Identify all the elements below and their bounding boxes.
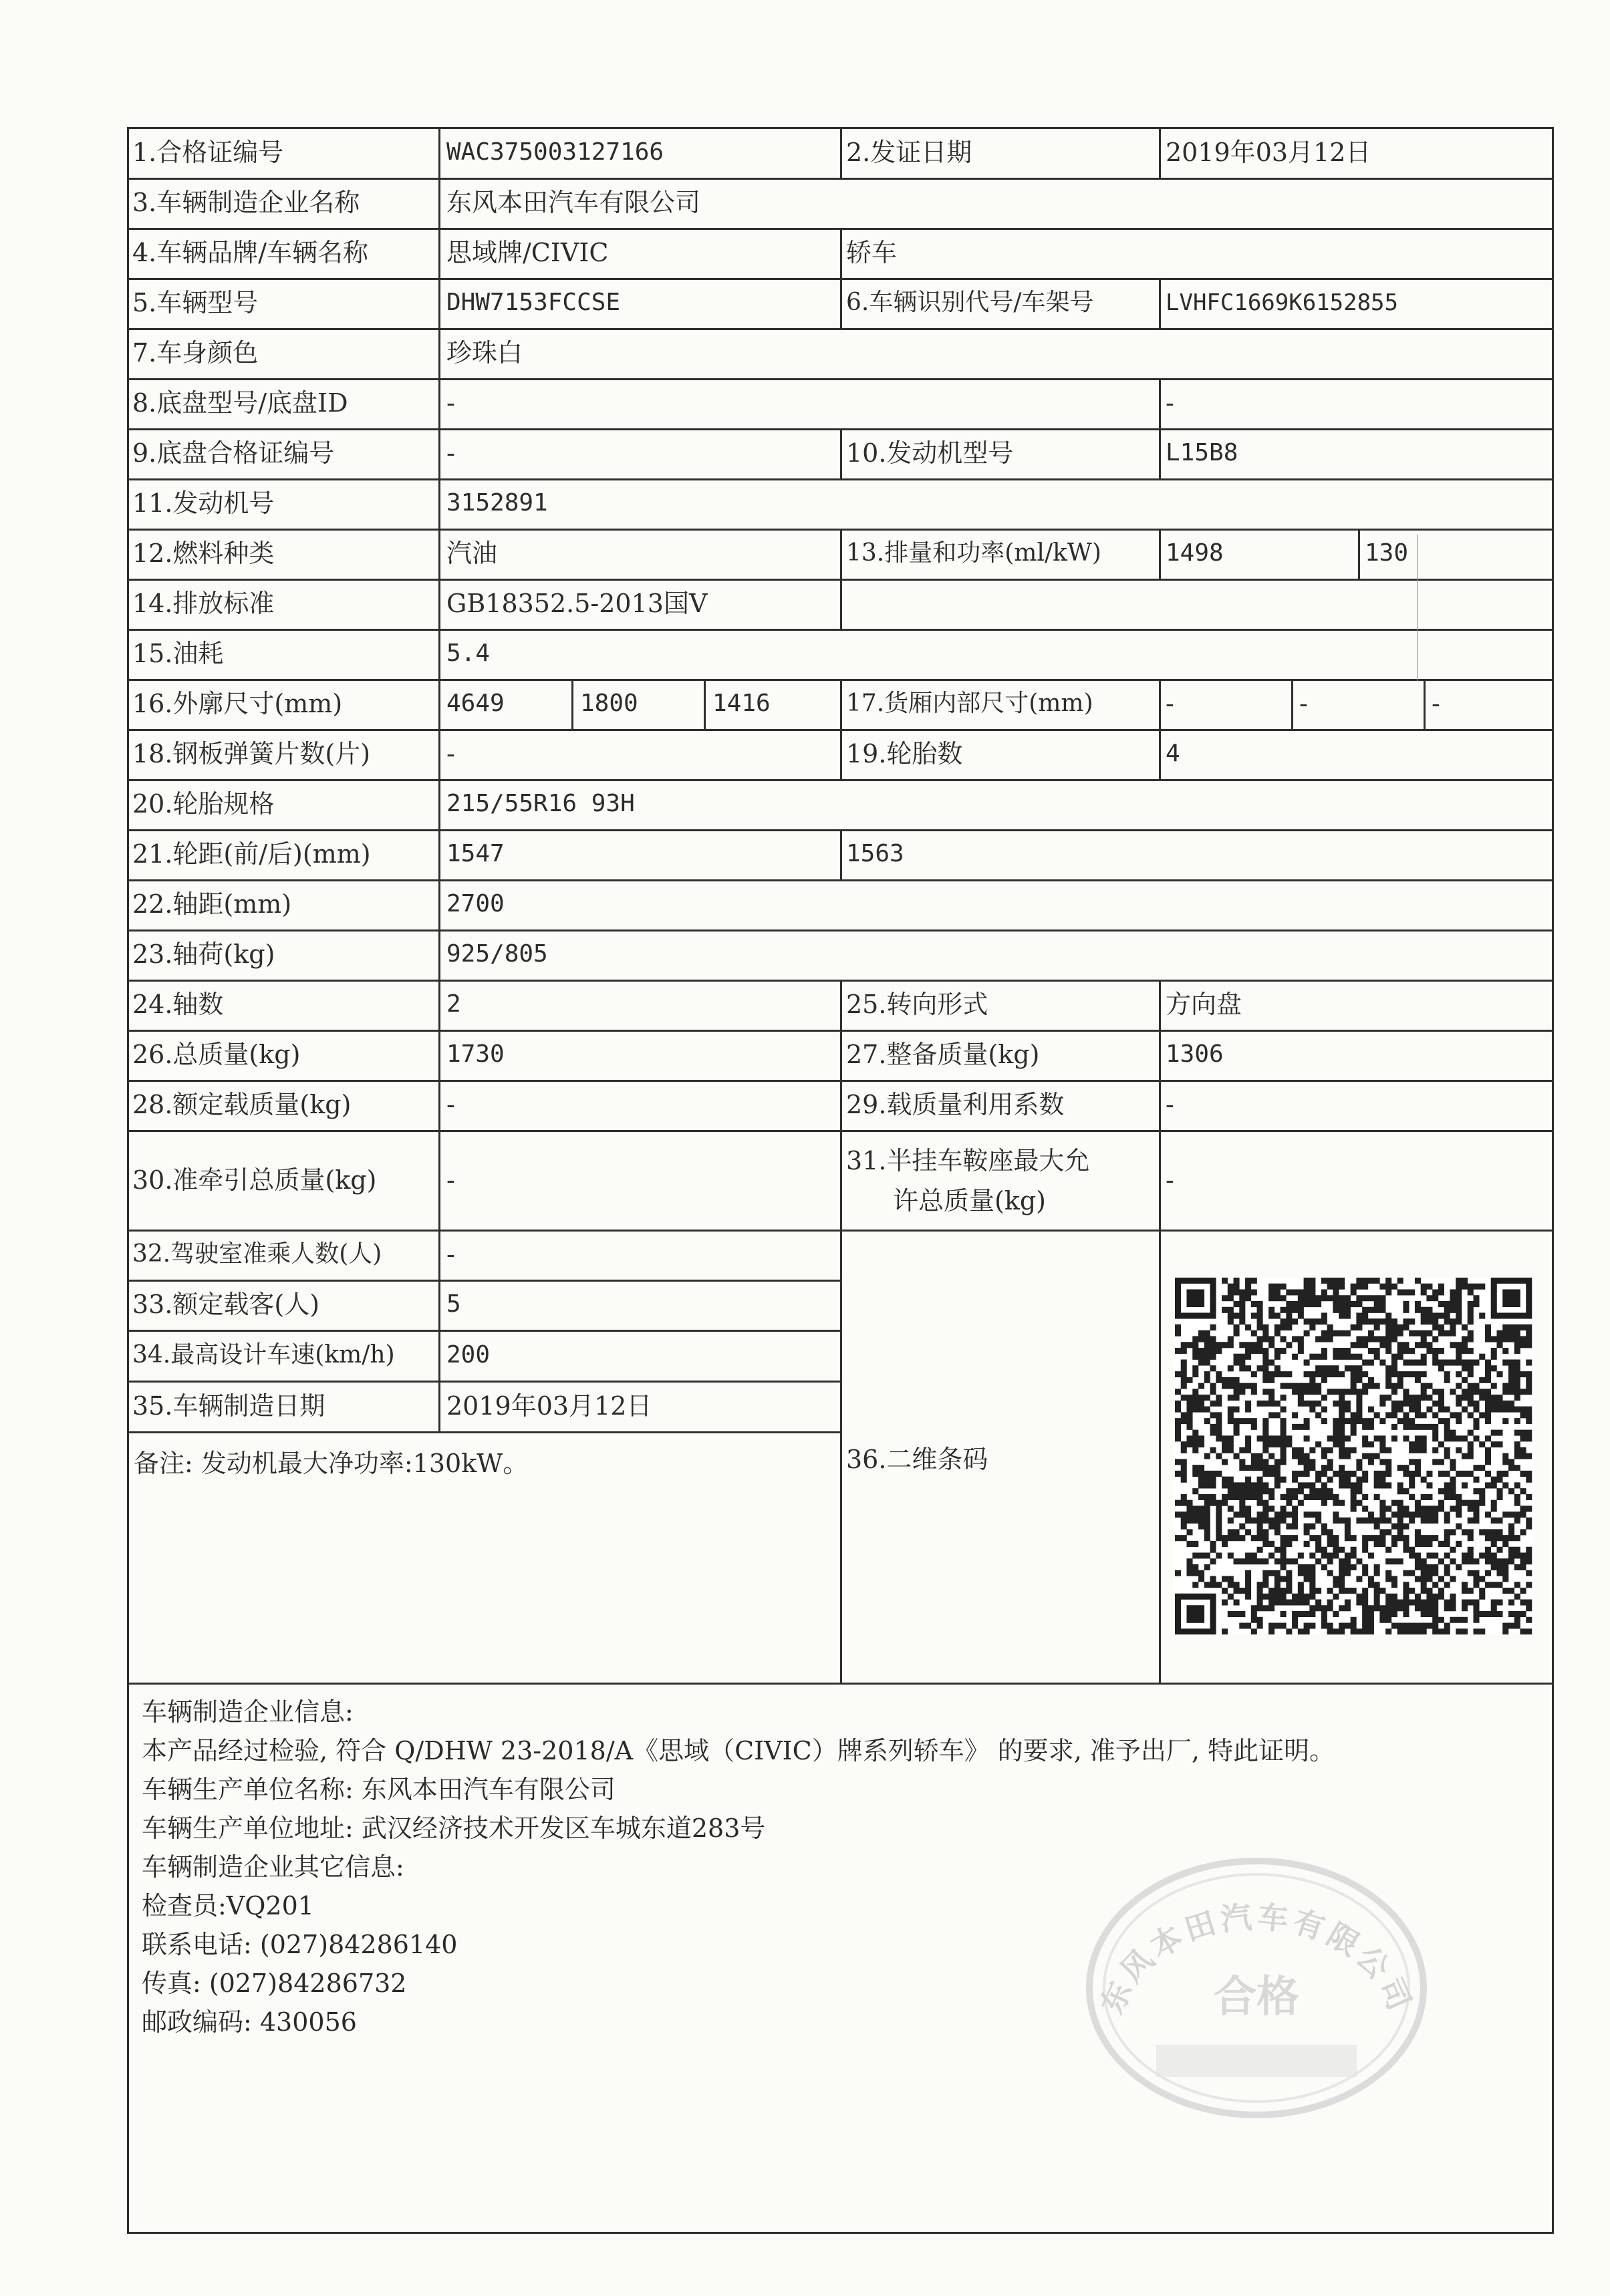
info-phone: 联系电话: (027)84286140 bbox=[142, 1930, 458, 1959]
value-engine-no: 3152891 bbox=[446, 489, 548, 517]
value-fuel-type: 汽油 bbox=[446, 539, 498, 568]
value-vehicle-category: 轿车 bbox=[846, 238, 898, 267]
svg-text:东风本田汽车有限公司: 东风本田汽车有限公司 bbox=[1093, 1898, 1420, 2019]
label-qr-code: 36.二维条码 bbox=[846, 1445, 988, 1474]
value-cargo-length: - bbox=[1166, 689, 1174, 718]
label-track: 21.轮距(前/后)(mm) bbox=[132, 839, 371, 869]
value-tire-spec: 215/55R16 93H bbox=[446, 790, 635, 817]
label-issue-date: 2.发证日期 bbox=[846, 138, 972, 167]
value-track-rear: 1563 bbox=[846, 840, 904, 867]
label-manufacture-date: 35.车辆制造日期 bbox=[132, 1391, 325, 1421]
value-height: 1416 bbox=[712, 690, 771, 717]
company-stamp bbox=[1069, 1844, 1444, 2132]
value-power: 130 bbox=[1365, 539, 1409, 567]
value-steering: 方向盘 bbox=[1166, 990, 1242, 1019]
info-statement: 本产品经过检验, 符合 Q/DHW 23-2018/A《思域（CIVIC）牌系列轿车》 的要求, 准予出厂, 特此证明。 bbox=[142, 1736, 1335, 1765]
value-saddle-mass: - bbox=[1166, 1165, 1174, 1195]
label-fuel-type: 12.燃料种类 bbox=[132, 539, 275, 568]
value-brand-name: 思域牌/CIVIC bbox=[446, 238, 609, 267]
label-steering: 25.转向形式 bbox=[846, 990, 988, 1019]
value-cargo-width: - bbox=[1299, 689, 1308, 718]
value-vin: LVHFC1669K6152855 bbox=[1166, 289, 1398, 316]
info-heading: 车辆制造企业信息: bbox=[142, 1697, 354, 1727]
qr-code-icon bbox=[1173, 1278, 1534, 1634]
value-emission-standard: GB18352.5-2013国Ⅴ bbox=[446, 589, 708, 618]
label-curb-mass: 27.整备质量(kg) bbox=[846, 1040, 1040, 1069]
value-cargo-height: - bbox=[1432, 689, 1440, 718]
value-manufacturer: 东风本田汽车有限公司 bbox=[446, 188, 701, 217]
label-max-speed: 34.最高设计车速(km/h) bbox=[132, 1341, 395, 1369]
value-chassis-cert: - bbox=[446, 438, 455, 468]
label-vin: 6.车辆识别代号/车架号 bbox=[846, 289, 1094, 316]
label-engine-model: 10.发动机型号 bbox=[846, 438, 1014, 468]
label-rated-load: 28.额定载质量(kg) bbox=[132, 1090, 352, 1119]
value-manufacture-date: 2019年03月12日 bbox=[446, 1391, 652, 1421]
value-passengers: 5 bbox=[446, 1290, 461, 1318]
info-postcode: 邮政编码: 430056 bbox=[142, 2007, 357, 2037]
value-load-factor: - bbox=[1166, 1090, 1174, 1119]
value-tire-count: 4 bbox=[1166, 740, 1180, 767]
label-emission-standard: 14.排放标准 bbox=[132, 589, 275, 618]
label-brand-name: 4.车辆品牌/车辆名称 bbox=[132, 238, 369, 267]
label-axle-count: 24.轴数 bbox=[132, 990, 224, 1019]
label-saddle-mass-line1: 31.半挂车鞍座最大允 bbox=[846, 1146, 1090, 1175]
label-cargo-dimensions: 17.货厢内部尺寸(mm) bbox=[846, 690, 1093, 717]
info-producer-name: 车辆生产单位名称: 东风本田汽车有限公司 bbox=[142, 1775, 616, 1804]
label-chassis-cert: 9.底盘合格证编号 bbox=[132, 438, 335, 468]
label-manufacturer: 3.车辆制造企业名称 bbox=[132, 188, 360, 217]
value-issue-date: 2019年03月12日 bbox=[1166, 138, 1371, 167]
label-cab-seats: 32.驾驶室准乘人数(人) bbox=[132, 1240, 382, 1268]
value-fuel-consumption: 5.4 bbox=[446, 639, 491, 667]
info-producer-address: 车辆生产单位地址: 武汉经济技术开发区车城东道283号 bbox=[142, 1814, 766, 1843]
label-leaf-springs: 18.钢板弹簧片数(片) bbox=[132, 739, 371, 768]
label-wheelbase: 22.轴距(mm) bbox=[132, 889, 292, 919]
value-engine-model: L15B8 bbox=[1166, 439, 1238, 466]
label-body-color: 7.车身颜色 bbox=[132, 338, 259, 368]
label-fuel-consumption: 15.油耗 bbox=[132, 639, 224, 668]
label-tow-mass: 30.准牵引总质量(kg) bbox=[132, 1165, 377, 1195]
svg-text:合格: 合格 bbox=[1214, 1973, 1299, 2022]
value-chassis-id: - bbox=[1166, 388, 1174, 418]
value-wheelbase: 2700 bbox=[446, 890, 505, 917]
label-displacement-power: 13.排量和功率(ml/kW) bbox=[846, 539, 1101, 567]
value-rated-load: - bbox=[446, 1090, 455, 1119]
label-engine-no: 11.发动机号 bbox=[132, 488, 275, 518]
value-certificate-no: WAC375003127166 bbox=[446, 138, 664, 166]
value-model: DHW7153FCCSE bbox=[446, 289, 621, 316]
label-total-mass: 26.总质量(kg) bbox=[132, 1040, 301, 1069]
value-axle-load: 925/805 bbox=[446, 940, 548, 968]
remark: 备注: 发动机最大净功率:130kW。 bbox=[134, 1449, 529, 1478]
value-displacement: 1498 bbox=[1166, 539, 1224, 567]
value-leaf-springs: - bbox=[446, 739, 455, 768]
label-axle-load: 23.轴荷(kg) bbox=[132, 940, 275, 969]
value-width: 1800 bbox=[580, 690, 638, 717]
label-chassis-model: 8.底盘型号/底盘ID bbox=[132, 388, 348, 418]
value-track-front: 1547 bbox=[446, 840, 505, 867]
value-max-speed: 200 bbox=[446, 1341, 491, 1369]
label-model: 5.车辆型号 bbox=[132, 288, 259, 317]
label-saddle-mass-line2: 许总质量(kg) bbox=[893, 1186, 1047, 1215]
info-other-heading: 车辆制造企业其它信息: bbox=[142, 1852, 404, 1882]
label-tire-count: 19.轮胎数 bbox=[846, 739, 963, 768]
info-fax: 传真: (027)84286732 bbox=[142, 1969, 407, 1998]
value-cab-seats: - bbox=[446, 1240, 455, 1269]
value-total-mass: 1730 bbox=[446, 1040, 505, 1068]
value-body-color: 珍珠白 bbox=[446, 338, 523, 368]
value-tow-mass: - bbox=[446, 1165, 455, 1195]
value-chassis-model: - bbox=[446, 388, 455, 418]
label-certificate-no: 1.合格证编号 bbox=[132, 138, 284, 167]
value-axle-count: 2 bbox=[446, 990, 461, 1018]
label-tire-spec: 20.轮胎规格 bbox=[132, 789, 275, 819]
value-curb-mass: 1306 bbox=[1166, 1040, 1224, 1068]
label-load-factor: 29.载质量利用系数 bbox=[846, 1090, 1065, 1119]
value-length: 4649 bbox=[446, 690, 505, 717]
scan-mark bbox=[1417, 535, 1418, 682]
label-outer-dimensions: 16.外廓尺寸(mm) bbox=[132, 689, 343, 718]
label-passengers: 33.额定载客(人) bbox=[132, 1290, 320, 1319]
info-inspector: 检查员:VQ201 bbox=[142, 1891, 314, 1920]
